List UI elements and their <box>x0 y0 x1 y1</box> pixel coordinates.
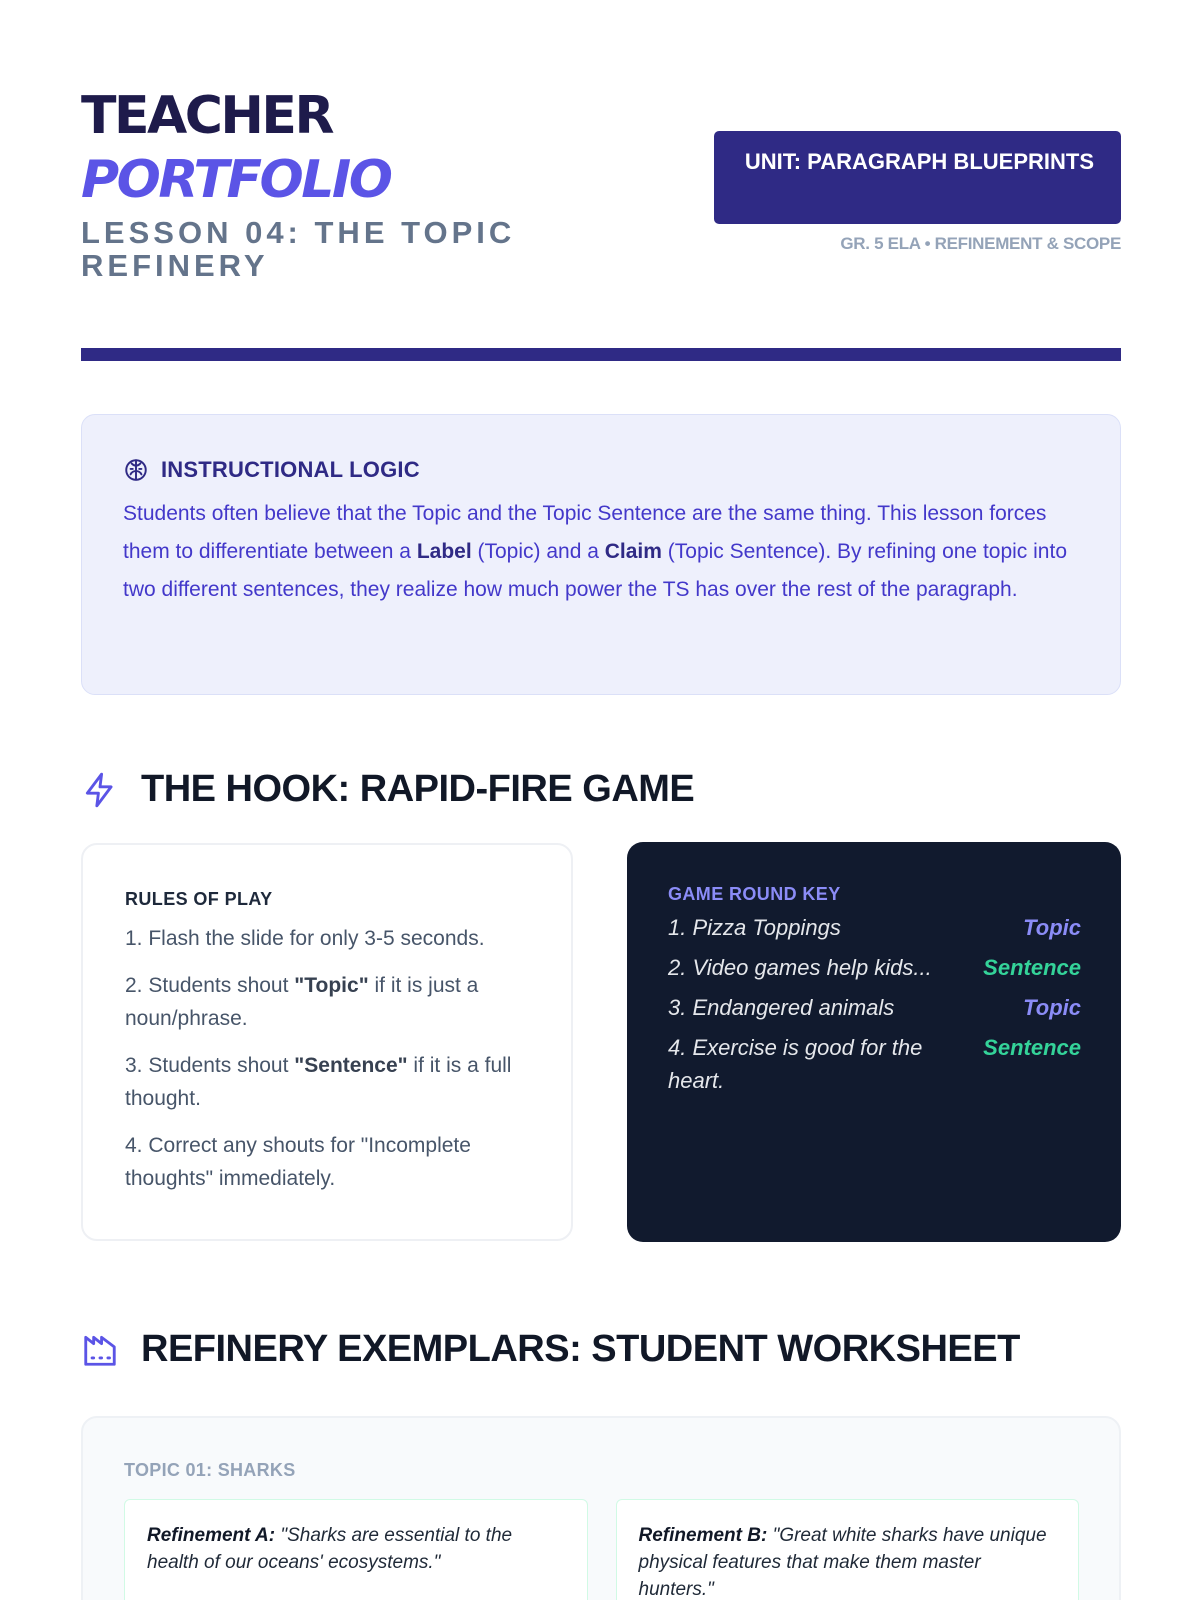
game-key-row <box>668 1031 1081 1097</box>
header-divider <box>81 348 1121 361</box>
logic-title: INSTRUCTIONAL LOGIC <box>161 457 420 482</box>
rules-title: RULES OF PLAY <box>125 889 273 909</box>
game-key-title: GAME ROUND KEY <box>668 884 841 904</box>
game-prompt: 2. Video games help kids... <box>668 955 932 980</box>
game-answer: Sentence <box>983 1035 1081 1060</box>
factory-icon <box>81 1331 119 1369</box>
game-key-row <box>668 911 1081 944</box>
rule-item: 1. Flash the slide for only 3-5 seconds. <box>125 927 485 950</box>
hook-section-heading <box>81 768 694 811</box>
rule-item: 3. Students shout "Sentence" if it is a full thought. <box>125 1054 512 1110</box>
game-prompt: 4. Exercise is good for the heart. <box>668 1035 923 1093</box>
worksheet-card <box>81 1416 1121 1600</box>
title-portfolio: PORTFOLIO <box>81 150 391 210</box>
refinery-title: REFINERY EXEMPLARS: STUDENT WORKSHEET <box>141 1328 1020 1370</box>
hook-title: THE HOOK: RAPID-FIRE GAME <box>141 768 695 810</box>
game-key-row <box>668 991 1081 1024</box>
rules-of-play-card <box>81 843 573 1241</box>
game-answer: Topic <box>1023 995 1081 1020</box>
lightning-icon <box>81 771 119 809</box>
unit-badge: UNIT: PARAGRAPH BLUEPRINTS <box>714 131 1121 224</box>
game-prompt: 1. Pizza Toppings <box>668 915 841 940</box>
instructional-logic-box <box>81 414 1121 695</box>
lesson-title: LESSON 04: THE TOPIC REFINERY <box>81 215 516 283</box>
game-answer: Topic <box>1023 915 1081 940</box>
unit-meta: GR. 5 ELA • REFINEMENT & SCOPE <box>840 234 1121 253</box>
brain-icon <box>123 457 149 483</box>
label-term: Label <box>416 540 472 563</box>
topic-label: TOPIC 01: SHARKS <box>124 1460 296 1480</box>
page-header <box>81 88 1121 318</box>
logic-text: Students often believe that the Topic and the Topic Sentence are the same thing. This lesson forces them to differentiate between a Label (Topic) and a Claim (Topic Sentence). By refining one topic into two different sentences, they realize how much power the TS has over the rest of the paragraph. <box>123 502 1067 601</box>
claim-term: Claim <box>604 540 662 563</box>
refinery-section-heading <box>81 1328 1020 1371</box>
game-round-key-card <box>627 842 1121 1242</box>
rule-item: 4. Correct any shouts for "Incomplete thoughts" immediately. <box>125 1134 471 1190</box>
refinement-b-card: Refinement B: "Great white sharks have unique physical features that make them master hunters." <box>616 1499 1080 1600</box>
game-prompt: 3. Endangered animals <box>668 995 895 1020</box>
rule-item: 2. Students shout "Topic" if it is just a noun/phrase. <box>125 974 479 1030</box>
game-answer: Sentence <box>983 955 1081 980</box>
game-key-row <box>668 951 1081 984</box>
title-teacher: TEACHER <box>81 86 332 146</box>
refinement-a-card: Refinement A: "Sharks are essential to the health of our oceans' ecosystems." <box>124 1499 588 1600</box>
